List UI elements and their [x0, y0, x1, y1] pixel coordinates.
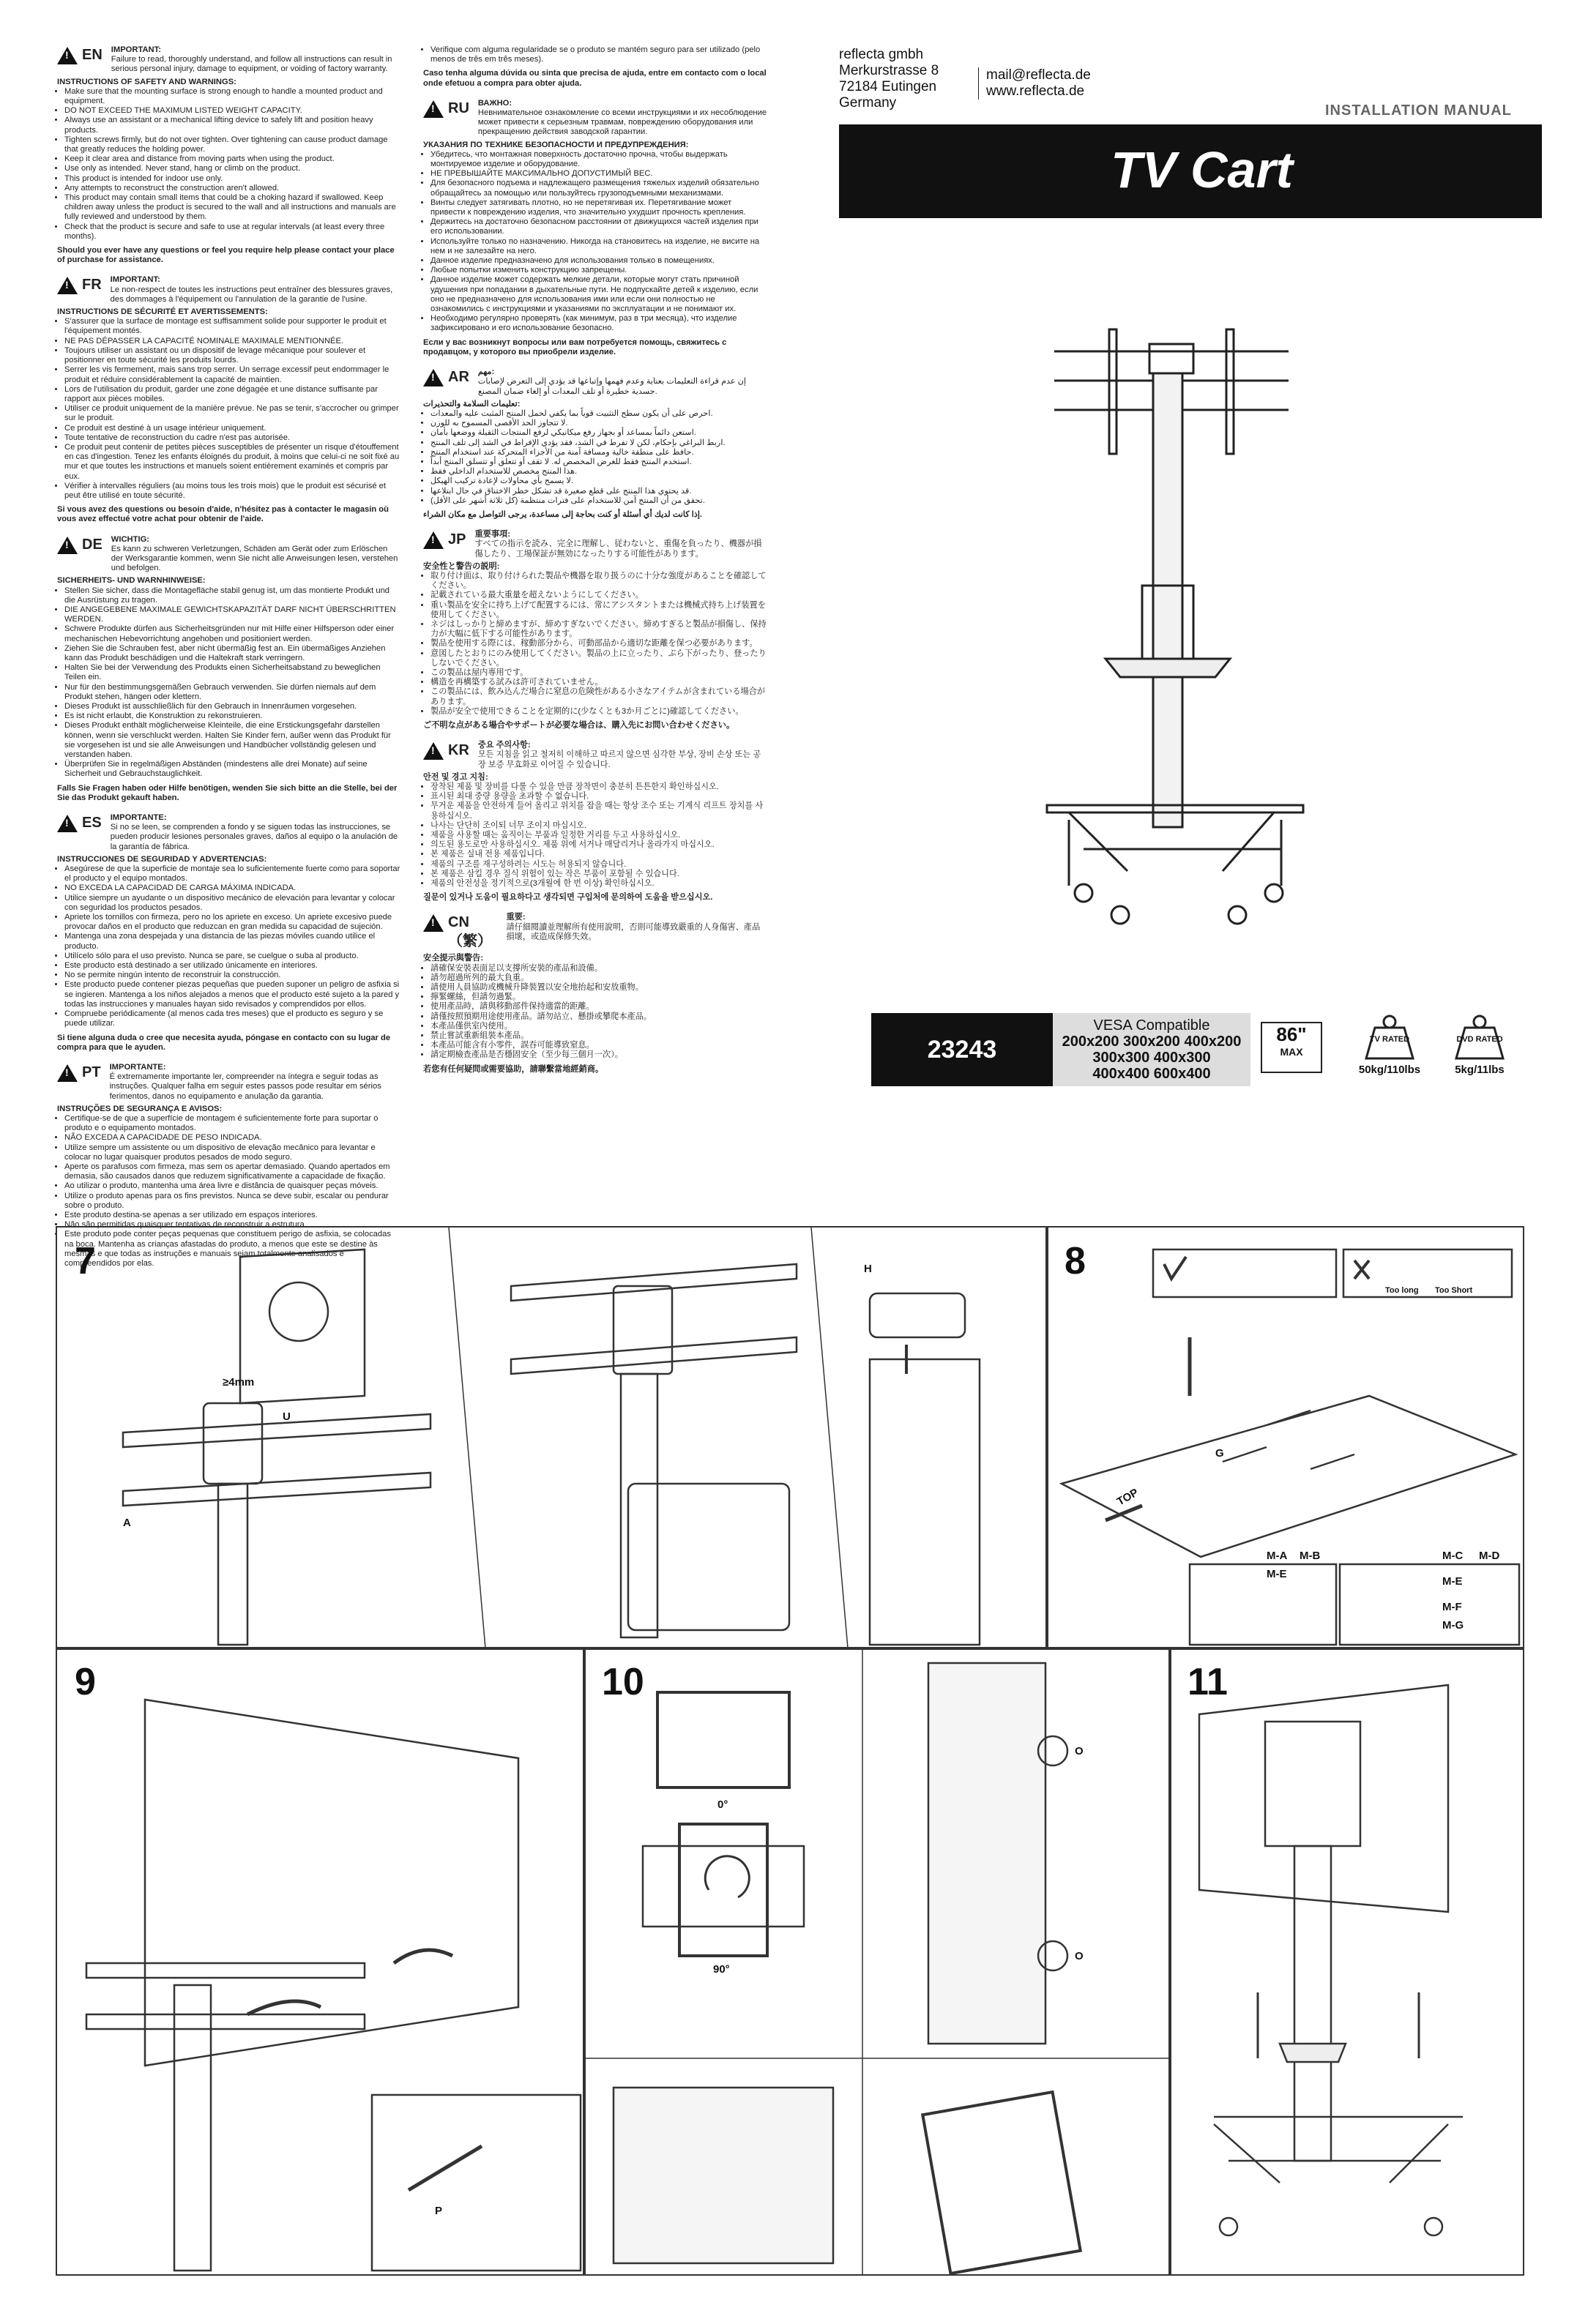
dvd-rated-label: DVD RATED	[1456, 1035, 1503, 1044]
important-label: 重要事項:	[474, 530, 510, 539]
important-text: 모든 지침을 읽고 철저히 이해하고 따르지 않으면 심각한 부상, 장비 손상 또는 공장 보증 무효화로 이어질 수 있습니다.	[477, 750, 761, 769]
safety-item: • Aperte os parafusos com firmeza, mas sem os apertar demasiado. Quando apertados em demasia, são causados danos que reduzem significativamente a capacidade de fixação.	[64, 1162, 401, 1181]
language-header	[423, 367, 767, 397]
safety-item: • Use only as intended. Never stand, hang or climb on the product.	[64, 164, 401, 173]
safety-item: • 제품의 안전성을 정기적으로(3개월에 한 번 이상) 확인하십시오.	[430, 879, 767, 889]
safety-item: • Utilize sempre um assistente ou um dispositivo de elevação mecânico para levantar e colocar no lugar quaisquer produtos pesados de modo seguro.	[64, 1143, 401, 1162]
dvd-weight-badge	[1439, 1013, 1520, 1076]
safety-item: • Lors de l'utilisation du produit, garder une zone dégagée et une distance suffisante par rapport aux pièces mobiles.	[64, 385, 401, 404]
safety-item: • Данное изделие предназначено для использования только в помещениях.	[430, 256, 767, 266]
help-note: 질문이 있거나 도움이 필요하다고 생각되면 구입처에 문의하여 도움을 받으십시오.	[423, 893, 713, 903]
language-header	[423, 99, 767, 138]
warning-icon	[57, 1064, 78, 1082]
safety-item: • 제품을 사용할 때는 움직이는 부품과 일정한 거리를 두고 사용하십시오.	[430, 831, 767, 840]
safety-item: • Este produto pode conter peças pequenas que constituem perigo de asfixia, se colocadas na boca. Mantenha as crianças afastadas do produto, a menos que este se destine às mesmas e que todas as instruções e manuais sejam totalmente analisados e compreendidos por elas.	[64, 1230, 401, 1269]
safety-item: • Любые попытки изменить конструкцию запрещены.	[430, 266, 767, 275]
language-code: DE	[82, 536, 102, 553]
step-7-panel	[56, 1226, 1048, 1650]
language-section	[423, 913, 767, 1074]
gap-label: ≥4mm	[223, 1376, 255, 1389]
language-code: AR	[448, 369, 469, 386]
safety-item: • Mantenga una zona despejada y una distancia de las piezas móviles cuando utilice el producto.	[64, 932, 401, 951]
important-text: Failure to read, thoroughly understand, and follow all instructions can result in serious personal injury, damage to equipment, or voiding of factory warranty.	[111, 55, 392, 74]
safety-item: • 製品が安全で使用できることを定期的に(少なくとも3か月ごとに)確認してください。	[430, 707, 767, 717]
title-bar	[839, 124, 1542, 218]
language-header	[57, 45, 401, 75]
safety-item: • Keep it clear area and distance from moving parts when using the product.	[64, 154, 401, 164]
safety-heading: 安全性と警告の説明:	[423, 561, 500, 571]
safety-item: • This product is intended for indoor use only.	[64, 174, 401, 184]
safety-item: • Данное изделие может содержать мелкие детали, которые могут стать причиной удушения при попадании в дыхательные пути. Не подпускайте детей к изделию, если оно не предназначено для использования ими или если они полностью не ознакомились с инструкциями и указаниями по эксплуатации и не понимают их.	[430, 275, 767, 314]
warning-icon	[423, 531, 444, 549]
safety-item: • 重い製品を安全に持ち上げて配置するには、常にアシスタントまたは機械式持ち上げ装置を使用してください。	[430, 601, 767, 620]
safety-item: • اربط البراغي بإحكام، لكن لا تفرط في الشد، فقد يؤدي الإفراط في الشد إلى تلف المنتج.	[430, 438, 767, 448]
safety-list	[423, 964, 767, 1061]
safety-item: • Este produto destina-se apenas a ser utilizado em espaços interiores.	[64, 1211, 401, 1220]
important-label: ВАЖНО:	[477, 98, 512, 108]
safety-item: • НЕ ПРЕВЫШАЙТЕ МАКСИМАЛЬНО ДОПУСТИМЫЙ ВЕС.	[430, 169, 767, 179]
safety-heading: INSTRUÇÕES DE SEGURANÇA E AVISOS:	[57, 1104, 223, 1113]
important-text: Le non-respect de toutes les instructions peut entraîner des blessures graves, des dommages à l'équipement ou l'annulation de la garantie de l'usine.	[110, 285, 393, 304]
important-label: IMPORTANTE:	[109, 1062, 166, 1072]
safety-list	[57, 317, 401, 501]
safety-item: • 무거운 제품을 안전하게 들어 올리고 위치를 잡을 때는 항상 조수 또는 기계식 리프트 장치를 사용하십시오.	[430, 802, 767, 821]
safety-item: • NE PAS DÉPASSER LA CAPACITÉ NOMINALE MAXIMALE MENTIONNÉE.	[64, 337, 401, 346]
part-p-label: P	[435, 2205, 443, 2217]
safety-item: • قد يحتوي هذا المنتج على قطع صغيرة قد تشكل خطر الاختناق في حال ابتلاعها.	[430, 487, 767, 496]
language-header	[423, 530, 767, 559]
help-note: Falls Sie Fragen haben oder Hilfe benötigen, wenden Sie sich bitte an die Stelle, bei der Sie das Produkt gekauft haben.	[57, 783, 398, 802]
warning-icon	[423, 369, 444, 386]
safety-list	[57, 864, 401, 1028]
safety-item: • 請勿超過所列的最大負重。	[430, 974, 767, 983]
safety-item: • 擰緊螺絲，但請勿過緊。	[430, 993, 767, 1002]
safety-heading: SICHERHEITS- UND WARNHINWEISE:	[57, 576, 206, 586]
safety-item: • 장착된 제품 및 장비를 다룰 수 있을 만큼 장착면이 충분히 튼튼한지 확인하십시오.	[430, 782, 767, 792]
help-note: إذا كانت لديك أي أسئلة أو كنت بحاجة إلى مساعدة، يرجى التواصل مع مكان الشراء.	[423, 509, 703, 519]
safety-item: • احرص على أن يكون سطح التثبيت قوياً بما يكفي لحمل المنتج المثبت عليه والمعدات.	[430, 409, 767, 419]
safety-item: • Для безопасного подъема и надлежащего размещения тяжелых изделий обязательно обращайтесь за помощью или пользуйтесь грузоподъемными механизмами.	[430, 179, 767, 198]
max-size-badge	[1261, 1022, 1322, 1073]
important-label: IMPORTANT:	[111, 45, 161, 54]
safety-item: • 제품의 구조를 재구성하려는 시도는 허용되지 않습니다.	[430, 860, 767, 870]
safety-list	[423, 150, 767, 334]
warning-icon	[423, 914, 444, 932]
safety-item: • 本產品可能含有小零件，誤吞可能導致窒息。	[430, 1041, 767, 1050]
part-mb-label: M-B	[1300, 1550, 1321, 1562]
safety-item: • Используйте только по назначению. Никогда на становитесь на изделие, не висите на нем и не залезайте на него.	[430, 237, 767, 256]
safety-item: • استخدم المنتج فقط للغرض المخصص له. لا تقف أو تتعلق أو تتسلق المنتج أبداً.	[430, 457, 767, 467]
safety-item: • DO NOT EXCEED THE MAXIMUM LISTED WEIGHT CAPACITY.	[64, 106, 401, 116]
language-code: CN（繁）	[448, 914, 492, 950]
safety-item: • Halten Sie bei der Verwendung des Produkts einen Sicherheitsabstand zu beweglichen Teilen ein.	[64, 663, 401, 682]
vesa-line-3: 400x400 600x400	[1092, 1066, 1211, 1082]
safety-item: • Schwere Produkte dürfen aus Sicherheitsgründen nur mit Hilfe einer Hilfsperson oder einer mechanischen Hebevorrichtung angehoben und positioniert werden.	[64, 624, 401, 643]
step-11-panel	[1168, 1647, 1524, 2276]
safety-item: • Compruebe periódicamente (al menos cada tres meses) que el producto es seguro y se puede utilizar.	[64, 1009, 401, 1028]
step-9-number: 9	[75, 1661, 96, 1703]
safety-item: • هذا المنتج مخصص للاستخدام الداخلي فقط.	[430, 467, 767, 477]
help-note: Si tiene alguna duda o cree que necesita ayuda, póngase en contacto con su lugar de compra para que le ayuden.	[57, 1033, 391, 1052]
max-size-label: MAX	[1280, 1046, 1303, 1058]
warning-icon	[57, 815, 78, 832]
safety-item: • Make sure that the mounting surface is strong enough to handle a mounted product and equipment.	[64, 87, 401, 106]
safety-item: • 請僅按照預期用途使用產品。請勿站立、懸掛或攀爬本產品。	[430, 1012, 767, 1022]
safety-heading: УКАЗАНИЯ ПО ТЕХНИКЕ БЕЗОПАСНОСТИ И ПРЕДУПРЕЖДЕНИЯ:	[423, 140, 689, 149]
important-text: É extremamente importante ler, compreender na íntegra e seguir todas as instruções. Qualquer falha em seguir estes passos pode resultar em sérios ferimentos, danos no equipamento e anulação da garantia.	[109, 1072, 381, 1101]
language-header	[57, 535, 401, 574]
safety-item: • Apriete los tornillos con firmeza, pero no los apriete en exceso. Un apriete excesivo puede provocar daños en el producto que reduzcan en gran medida su capacidad de sujeción.	[64, 913, 401, 932]
safety-item: • لا تتجاوز الحد الأقصى المسموح به للوزن.	[430, 419, 767, 428]
contact-website: www.reflecta.de	[986, 83, 1085, 99]
part-md-label: M-D	[1479, 1550, 1500, 1562]
safety-item: • 本產品僅供室內使用。	[430, 1022, 767, 1031]
safety-item: • ネジはしっかりと締めますが、締めすぎないでください。締めすぎると製品が損傷し、保持力が大幅に低下する可能性があります。	[430, 620, 767, 639]
dvd-weight: 5kg/11lbs	[1455, 1064, 1505, 1076]
part-o-label-1: O	[1075, 1745, 1084, 1757]
language-section	[423, 367, 767, 520]
part-h-label: H	[864, 1263, 872, 1275]
help-note: Если у вас возникнут вопросы или вам потребуется помощь, свяжитесь с продавцом, у которого вы приобрели изделие.	[423, 337, 727, 356]
tv-weight: 50kg/110lbs	[1358, 1064, 1421, 1076]
step-10-number: 10	[602, 1661, 644, 1703]
language-header	[57, 813, 401, 852]
safety-item: • この製品には、飲み込んだ場合に窒息の危険性がある小さなアイテムが含まれている場合があります。	[430, 687, 767, 706]
safety-item: • Asegúrese de que la superficie de montaje sea lo suficientemente fuerte como para soportar el producto y el equipo montados.	[64, 864, 401, 883]
help-note: ご不明な点がある場合やサポートが必要な場合は、購入先にお問い合わせください。	[423, 721, 735, 730]
product-sku: 23243	[871, 1013, 1053, 1086]
help-note: Si vous avez des questions ou besoin d'aide, n'hésitez pas à contacter le magasin où vous avez effectué votre achat pour obtenir de l'aide.	[57, 505, 389, 524]
safety-item: • Utiliser ce produit uniquement de la manière prévue. Ne pas se tenir, s'accrocher ou grimper sur le produit.	[64, 404, 401, 423]
vesa-title: VESA Compatible	[1093, 1017, 1210, 1034]
safety-item: • 請定期檢查產品是否穩固安全（至少每三個月一次）。	[430, 1050, 767, 1060]
important-label: IMPORTANT:	[110, 275, 160, 285]
safety-heading: INSTRUCTIONS DE SÉCURITÉ ET AVERTISSEMENTS:	[57, 307, 268, 317]
safety-item: • Utilícelo sólo para el uso previsto. Nunca se pare, se cuelgue o suba al producto.	[64, 952, 401, 961]
safety-item: • Toute tentative de reconstruction du cadre n'est pas autorisée.	[64, 433, 401, 443]
safety-item: • Não são permitidas quaisquer tentativas de reconstruir a estrutura.	[64, 1220, 401, 1230]
help-note: 若您有任何疑問或需要協助，請聯繫當地經銷商。	[423, 1064, 604, 1074]
language-code: FR	[82, 277, 102, 294]
part-a-label: A	[123, 1517, 131, 1529]
language-code: EN	[82, 47, 102, 63]
safety-list	[423, 409, 767, 506]
safety-item: • Dieses Produkt ist ausschließlich für den Gebrauch in Innenräumen vorgesehen.	[64, 702, 401, 711]
language-code: KR	[448, 742, 469, 759]
safety-item: • Any attempts to reconstruct the construction aren't allowed.	[64, 184, 401, 193]
important-text: Невнимательное ознакомление со всеми инструкциями и их несоблюдение может привести к серьезным травмам, повреждению оборудования или прекращению действия заводской гарантии.	[477, 108, 767, 137]
important-text: Es kann zu schweren Verletzungen, Schäden am Gerät oder zum Erlöschen der Werksgarantie kommen, wenn Sie nicht alle Anweisungen lesen, verstehen und befolgen.	[111, 544, 398, 573]
part-g-label: G	[1215, 1447, 1224, 1460]
safety-item: • Serrer les vis fermement, mais sans trop serrer. Un serrage excessif peut endommager le produit et réduire considérablement la capacité de maintien.	[64, 365, 401, 384]
language-section	[57, 275, 401, 524]
safety-item: • Tighten screws firmly, but do not over tighten. Over tightening can cause product damage that greatly reduces the holding power.	[64, 135, 401, 154]
safety-item: • This product may contain small items that could be a choking hazard if swallowed. Keep children away unless the product is secured to the wall and all instructions and manuals are fully reviewed and understood by them.	[64, 193, 401, 223]
safety-item: • この製品は屋内専用です。	[430, 668, 767, 678]
safety-item: • لا يسمح بأي محاولات لإعادة تركيب الهيكل.	[430, 477, 767, 486]
tv-cart-illustration	[1040, 307, 1318, 966]
safety-item: • Überprüfen Sie in regelmäßigen Abständen (mindestens alle drei Monate) auf seine Sicherheit und Gebrauchstauglichkeit.	[64, 760, 401, 779]
safety-item: • 取り付け面は、取り付けられた製品や機器を取り扱うのに十分な強度があることを確認してください。	[430, 572, 767, 591]
safety-item: • Vérifier à intervalles réguliers (au moins tous les trois mois) que le produit est sécurisé et peut être utilisé en toute sécurité.	[64, 482, 401, 501]
part-o-label-2: O	[1075, 1950, 1084, 1962]
safety-item: • S'assurer que la surface de montage est suffisamment solide pour supporter le produit et l'équipement montés.	[64, 317, 401, 336]
tv-weight-badge	[1346, 1013, 1434, 1076]
safety-item: • 記載されている最大重量を超えないようにしてください。	[430, 591, 767, 600]
safety-item: • Utilize o produto apenas para os fins previstos. Nunca se deve subir, escalar ou pendurar sobre o produto.	[64, 1192, 401, 1211]
language-section	[57, 45, 401, 265]
safety-item: • 의도된 용도로만 사용하십시오. 제품 위에 서거나 매달리거나 올라가지 마십시오.	[430, 840, 767, 850]
step-10-panel	[583, 1647, 1171, 2276]
step-9-panel	[56, 1647, 586, 2276]
step-7-drawing	[57, 1228, 1047, 1648]
top-label: TOP	[1114, 1486, 1141, 1509]
important-label: 중요 주의사항:	[477, 741, 531, 750]
safety-item: • 使用產品時，請與移動部件保持適當的距離。	[430, 1002, 767, 1012]
language-code: ES	[82, 815, 102, 832]
safety-item: • Ao utilizar o produto, mantenha uma área livre e distância de quaisquer peças móveis.	[64, 1181, 401, 1191]
safety-item: • Utilice siempre un ayudante o un dispositivo mecánico de elevación para levantar y colocar con seguridad los productos pesados.	[64, 894, 401, 913]
safety-item: • 표시된 최대 중량 용량을 초과할 수 없습니다.	[430, 792, 767, 802]
safety-item: • 製品を使用する際には、稼動部分から、可動部品から適切な距離を保つ必要があります。	[430, 639, 767, 649]
warning-icon	[57, 47, 78, 64]
instructions-middle-column	[423, 45, 767, 1085]
language-code: RU	[448, 100, 469, 116]
vesa-line-1: 200x200 300x200 400x200	[1062, 1034, 1242, 1050]
step-9-drawing	[57, 1648, 584, 2274]
rotation-90-label: 90°	[713, 1963, 730, 1976]
safety-heading: INSTRUCCIONES DE SEGURIDAD Y ADVERTENCIAS:	[57, 854, 267, 864]
safety-item: • Держитесь на достаточно безопасном расстоянии от движущихся частей изделия при его использовании.	[430, 217, 767, 236]
safety-item: • Verifique com alguma regularidade se o produto se mantém seguro para ser utilizado (pelo menos de três em três meses).	[430, 45, 767, 64]
language-code: PT	[82, 1064, 101, 1080]
safety-item: • Ce produit peut contenir de petites pièces susceptibles de présenter un risque d'étouffement en cas d'ingestion. Tenez les enfants éloignés du produit, à moins que celui-ci ne soit fixé au mur et que toutes les instructions et manuels soient entièrement examinés et compris par eux.	[64, 443, 401, 482]
safety-item: • تحقق من أن المنتج آمن للاستخدام على فترات منتظمة (كل ثلاثة أشهر على الأقل).	[430, 496, 767, 506]
help-note: Caso tenha alguma dúvida ou sinta que precisa de ajuda, entre em contacto com o local onde efetuou a compra para obter ajuda.	[423, 69, 767, 88]
company-address	[839, 47, 939, 111]
too-long-label: Too long	[1385, 1286, 1419, 1295]
safety-item: • No se permite ningún intento de reconstruir la construcción.	[64, 971, 401, 980]
company-name: reflecta gmbh	[839, 47, 924, 62]
safety-item: • استعن دائماً بمساعد أو بجهاز رفع ميكانيكي لرفع المنتجات الثقيلة ووضعها بأمان.	[430, 428, 767, 438]
safety-list	[423, 45, 767, 64]
language-header	[423, 913, 767, 951]
rotation-0-label: 0°	[717, 1798, 728, 1811]
safety-item: • 禁止嘗試重新組裝本產品。	[430, 1031, 767, 1041]
product-title: TV Cart	[1111, 141, 1293, 198]
safety-item: • Ce produit est destiné à un usage intérieur uniquement.	[64, 424, 401, 433]
safety-list	[57, 586, 401, 780]
safety-item: • Ziehen Sie die Schrauben fest, aber nicht übermäßig fest an. Ein übermäßiges Anziehen kann das Produkt beschädigen und die Haltekraft stark verringern.	[64, 644, 401, 663]
warning-icon	[57, 537, 78, 554]
part-mf-label: M-F	[1442, 1601, 1462, 1613]
safety-item: • Always use an assistant or a mechanical lifting device to safely lift and position heavy products.	[64, 116, 401, 135]
language-header	[423, 741, 767, 770]
language-header	[57, 1063, 401, 1102]
instructions-left-column	[57, 45, 401, 1279]
safety-item: • NÃO EXCEDA A CAPACIDADE DE PESO INDICADA.	[64, 1133, 401, 1143]
vesa-line-2: 300x300 400x300	[1092, 1050, 1211, 1066]
part-mc-label: M-C	[1442, 1550, 1464, 1562]
safety-item: • 본 제품은 실내 전용 제품입니다.	[430, 850, 767, 859]
safety-item: • Toujours utiliser un assistant ou un dispositif de levage mécanique pour soulever et positionner en toute sécurité les produits lourds.	[64, 346, 401, 365]
safety-item: • Необходимо регулярно проверять (как минимум, раз в три месяца), что изделие зафиксировано и его использование безопасно.	[430, 314, 767, 333]
safety-heading: تعليمات السلامة والتحذيرات:	[423, 399, 521, 408]
safety-item: • Es ist nicht erlaubt, die Konstruktion zu rekonstruieren.	[64, 711, 401, 721]
warning-icon	[423, 100, 444, 118]
safety-list	[423, 782, 767, 889]
company-contact	[978, 67, 1091, 100]
safety-item: • Dieses Produkt enthält möglicherweise Kleinteile, die eine Erstickungsgefahr darstellen können, wenn sie verschluckt werden. Halten Sie Kinder fern, außer wenn das Produkt für sie vorgesehen ist und sie alle Anweisungen und Handbücher vollständig gelesen und verstanden haben.	[64, 721, 401, 760]
manual-label: INSTALLATION MANUAL	[1325, 102, 1512, 119]
language-header	[57, 275, 401, 304]
safety-item: • DIE ANGEGEBENE MAXIMALE GEWICHTSKAPAZITÄT DARF NICHT ÜBERSCHRITTEN WERDEN.	[64, 605, 401, 624]
safety-item: • Stellen Sie sicher, dass die Montagefläche stabil genug ist, um das montierte Produkt und die Ausrüstung zu tragen.	[64, 586, 401, 605]
safety-item: • 意図したとおりにのみ使用してください。製品の上に立ったり、ぶら下がったり、登ったりしないでください。	[430, 649, 767, 668]
company-street: Merkurstrasse 8	[839, 63, 939, 78]
part-me2-label: M-E	[1442, 1575, 1463, 1588]
safety-item: • Certifique-se de que a superfície de montagem é suficientemente forte para suportar o produto e o equipamento montados.	[64, 1114, 401, 1133]
step-8-panel	[1045, 1226, 1524, 1650]
tv-rated-label: TV RATED	[1369, 1035, 1410, 1044]
step-8-number: 8	[1065, 1240, 1086, 1282]
safety-heading: 安全提示與警告:	[423, 954, 484, 963]
part-mg-label: M-G	[1442, 1619, 1464, 1632]
safety-item: • Убедитесь, что монтажная поверхность достаточно прочна, чтобы выдержать монтируемое изделие и оборудование.	[430, 150, 767, 169]
vesa-compatibility	[1053, 1013, 1250, 1086]
safety-heading: 안전 및 경고 지침:	[423, 772, 488, 782]
step-11-drawing	[1170, 1648, 1523, 2274]
safety-item: • Nur für den bestimmungsgemäßen Gebrauch verwenden. Sie dürfen niemals auf dem Produkt stehen, hängen oder klettern.	[64, 683, 401, 702]
safety-item: • 본 제품은 삼킬 경우 질식 위험이 있는 작은 부품이 포함될 수 있습니다.	[430, 870, 767, 879]
language-section	[57, 813, 401, 1053]
language-section	[423, 45, 767, 89]
step-11-number: 11	[1188, 1661, 1228, 1703]
safety-heading: INSTRUCTIONS OF SAFETY AND WARNINGS:	[57, 77, 236, 86]
important-label: مهم:	[477, 367, 495, 377]
safety-item: • Check that the product is secure and safe to use at regular intervals (at least every three months).	[64, 223, 401, 242]
important-label: IMPORTANTE:	[110, 813, 167, 823]
part-ma-label: M-A	[1267, 1550, 1288, 1562]
safety-item: • Este producto está destinado a ser utilizado únicamente en interiores.	[64, 961, 401, 971]
safety-item: • Este producto puede contener piezas pequeñas que pueden suponer un peligro de asfixia si se ingieren. Mantenga a los niños alejados a menos que el producto esté sujeto a la pared y todas las instrucciones y manuales hayan sido revisados y comprendidos por ellos.	[64, 980, 401, 1009]
max-size: 86"	[1276, 1023, 1307, 1045]
warning-icon	[423, 742, 444, 760]
safety-item: • 나사는 단단히 조이되 너무 조이지 마십시오.	[430, 821, 767, 831]
company-city: 72184 Eutingen	[839, 79, 937, 94]
language-code: JP	[448, 531, 466, 548]
safety-item: • 請確保安裝表面足以支撐所安裝的產品和設備。	[430, 964, 767, 974]
help-note: Should you ever have any questions or feel you require help please contact your place of purchase for assistance.	[57, 246, 395, 265]
important-label: 重要:	[506, 913, 526, 922]
language-section	[423, 741, 767, 903]
part-me-label: M-E	[1267, 1568, 1287, 1580]
language-section	[423, 99, 767, 357]
safety-item: • 請使用人員協助或機械升降裝置以安全地抬起和安放重物。	[430, 983, 767, 993]
important-text: 請仔細閱讀並理解所有使用說明，否則可能導致嚴重的人身傷害、產品損壞，或造成保修失效。	[506, 922, 761, 941]
part-u-label: U	[283, 1411, 291, 1423]
contact-email: mail@reflecta.de	[986, 67, 1091, 83]
safety-item: • حافظ على منطقة خالية ومسافة آمنة من الأجزاء المتحركة عند استخدام المنتج.	[430, 448, 767, 457]
important-text: すべての指示を読み、完全に理解し、従わないと、重傷を負ったり、機器が損傷したり、工場保証が無効になったりする可能性があります。	[474, 539, 762, 558]
safety-item: • Винты следует затягивать плотно, но не перетягивая их. Перетягивание может привести к повреждению изделия, что значительно ухудшит прочность крепления.	[430, 198, 767, 217]
safety-item: • NO EXCEDA LA CAPACIDAD DE CARGA MÁXIMA INDICADA.	[64, 883, 401, 893]
important-label: WICHTIG:	[111, 534, 149, 544]
warning-icon	[57, 277, 78, 294]
step-7-number: 7	[75, 1240, 96, 1282]
language-section	[57, 535, 401, 803]
important-text: إن عدم قراءة التعليمات بعناية وعدم فهمها وإتباعها قد يؤدي إلى التعرض لإصابات جسدية خطيرة أو تلف المعدات أو إلغاء ضمان المصنع.	[477, 377, 747, 396]
company-country: Germany	[839, 95, 897, 111]
safety-list	[57, 87, 401, 242]
safety-list	[423, 572, 767, 717]
safety-item: • 構造を再構築する試みは許可されていません。	[430, 678, 767, 687]
too-short-label: Too Short	[1435, 1286, 1473, 1295]
important-text: Si no se leen, se comprenden a fondo y se siguen todas las instrucciones, se pueden producir lesiones personales graves, daños al equipo o la anulación de la garantía de fábrica.	[110, 823, 398, 851]
language-section	[423, 530, 767, 731]
